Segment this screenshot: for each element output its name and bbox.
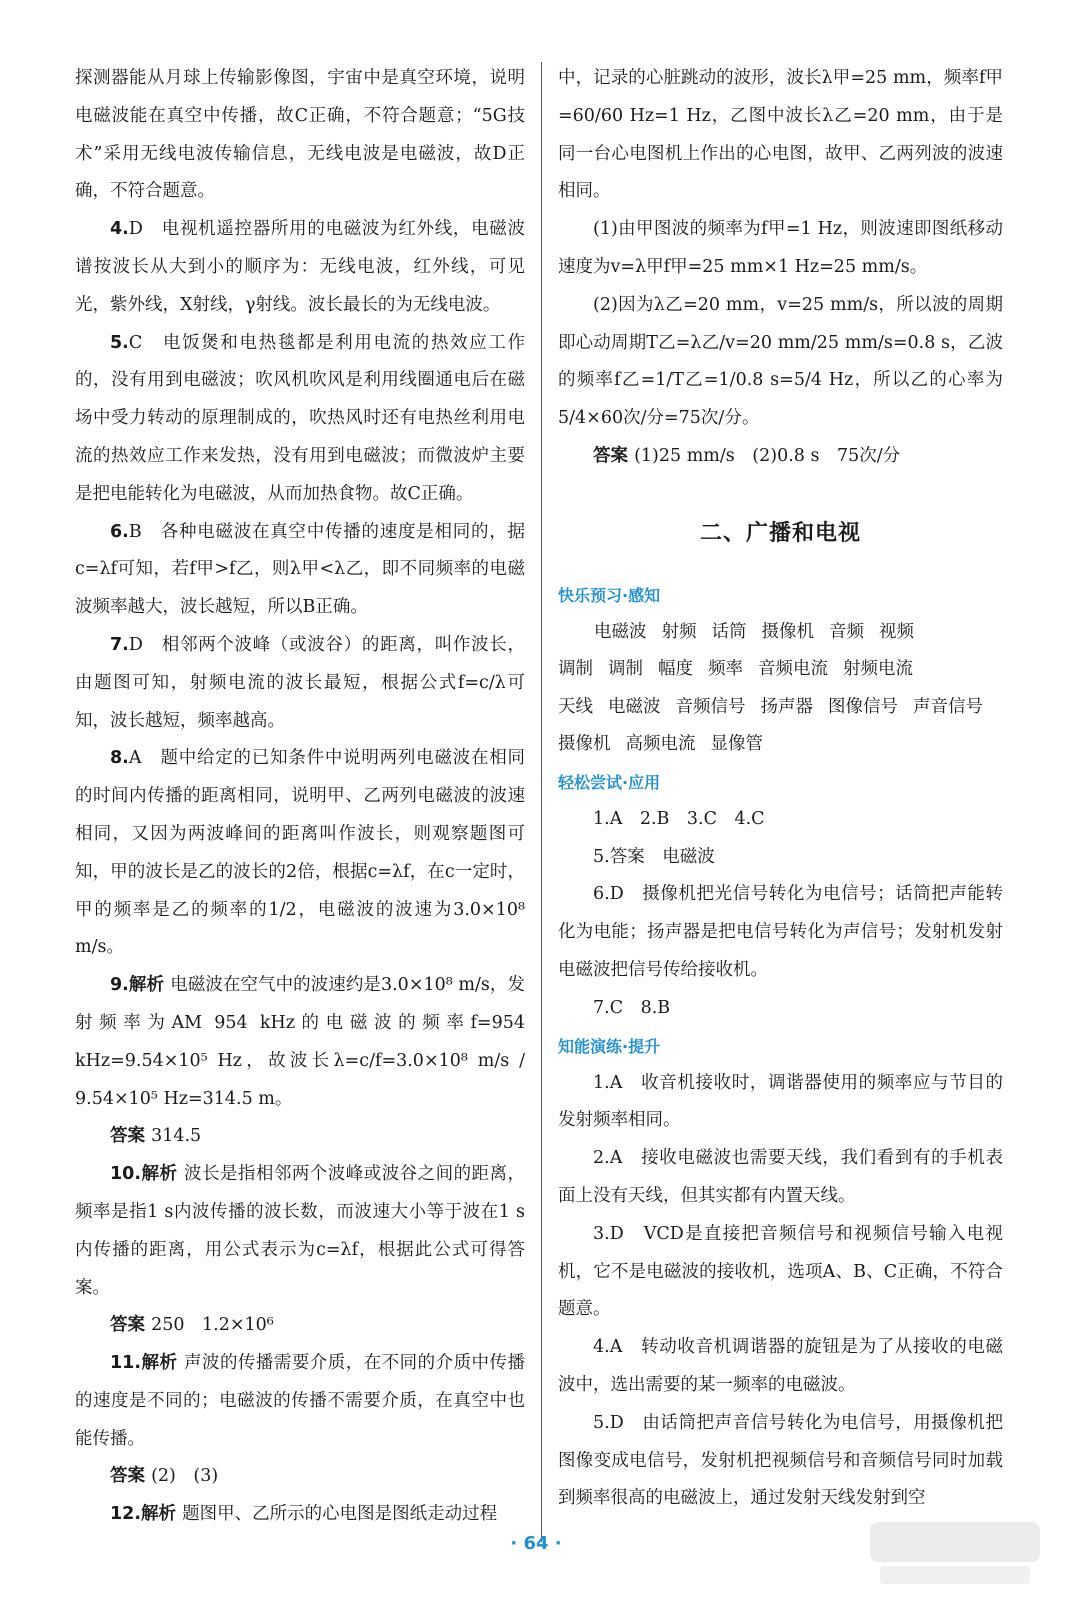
- preview-term: 声音信号: [913, 696, 983, 717]
- try-paragraph: [558, 990, 1003, 1028]
- paragraph-text: 6.D 摄像机把光信号转化为电信号；话筒把声能转化为电能；扬声器是把电信号转化为声信号；发射机发射电磁波把信号传给接收机。: [558, 884, 1003, 980]
- preview-term: 调制: [608, 659, 643, 680]
- paragraph-text: 中，记录的心脏跳动的波形，波长λ甲=25 mm，频率f甲=60/60 Hz=1 Hz，乙图中波长λ乙=20 mm，由于是同一台心电图机上作出的心电图，故甲、乙两列波的波速相同。: [558, 68, 1003, 202]
- question-number: 7.: [110, 634, 129, 655]
- right-top-paragraphs: [558, 60, 1003, 476]
- try-heading: 轻松尝试·应用: [558, 772, 661, 792]
- practice-paragraph: [558, 1329, 1003, 1405]
- answer-tag: 解析: [141, 1353, 184, 1374]
- left-paragraph: [75, 1496, 525, 1534]
- left-paragraph: [75, 1307, 525, 1345]
- preview-term: 摄像机: [558, 734, 611, 755]
- paragraph-text: D 电视机遥控器所用的电磁波为红外线，电磁波谱按波长从大到小的顺序为：无线电波，红外线，可见光，紫外线，X射线，γ射线。波长最长的为无线电波。: [75, 219, 525, 315]
- answer-tag: 答案: [110, 1466, 152, 1487]
- question-number: 10.: [110, 1164, 142, 1185]
- paragraph-text: 4.A 转动收音机调谐器的旋钮是为了从接收的电磁波中，选出需要的某一频率的电磁波。: [558, 1337, 1003, 1395]
- try-items: [558, 801, 1003, 1028]
- practice-paragraph: [558, 1065, 1003, 1141]
- left-paragraph: [75, 1345, 525, 1458]
- try-paragraph: [558, 876, 1003, 989]
- preview-row: [558, 614, 1003, 652]
- answer-tag: 答案: [110, 1315, 152, 1336]
- preview-term: 图像信号: [828, 696, 898, 717]
- left-paragraph: [75, 211, 525, 324]
- preview-term: 话筒: [711, 621, 747, 642]
- left-paragraph: [75, 1156, 525, 1307]
- paragraph-text: 1.A 收音机接收时，调谐器使用的频率应与节目的发射频率相同。: [558, 1072, 1003, 1131]
- paragraph-text: (2) (3): [151, 1466, 219, 1487]
- practice-items: [558, 1065, 1003, 1519]
- preview-row: [558, 651, 1003, 689]
- question-number: 8.: [110, 748, 129, 769]
- answer-tag: 答案: [110, 1126, 152, 1147]
- preview-term: 射频: [661, 621, 697, 642]
- paragraph-text: 2.A 接收电磁波也需要天线，我们看到有的手机表面上没有天线，但其实都有内置天线。: [558, 1148, 1003, 1206]
- preview-row: [558, 726, 1003, 764]
- paragraph-text: 1.A 2.B 3.C 4.C: [593, 808, 765, 829]
- paragraph-text: 314.5: [151, 1126, 202, 1147]
- left-paragraph: [75, 740, 525, 967]
- question-number: 11.: [110, 1353, 142, 1374]
- right-paragraph: [558, 438, 1003, 476]
- question-number: 6.: [110, 521, 129, 542]
- question-number: 9.: [110, 975, 129, 996]
- paragraph-text: 探测器能从月球上传输影像图，宇宙中是真空环境，说明电磁波能在真空中传播，故C正确，不符合题意；“5G技术”采用无线电波传输信息，无线电波是电磁波，故D正确，不符合题意。: [75, 68, 525, 202]
- paragraph-text: 250 1.2×10⁶: [151, 1315, 274, 1336]
- paragraph-text: (1)25 mm/s (2)0.8 s 75次/分: [634, 445, 901, 466]
- preview-term: 天线: [558, 696, 593, 717]
- left-paragraph: [75, 627, 525, 740]
- watermark-logo: [860, 1518, 1050, 1588]
- preview-term: 音频: [829, 621, 864, 642]
- answer-tag: 解析: [141, 1164, 184, 1185]
- paragraph-text: D 相邻两个波峰（或波谷）的距离，叫作波长，由题图可知，射频电流的波长最短，根据公式f=c/λ可知，波长越短，频率越高。: [75, 634, 525, 731]
- preview-row: [558, 689, 1003, 727]
- paragraph-text: 声波的传播需要介质，在不同的介质中传播的速度是不同的；电磁波的传播不需要介质，在真空中也能传播。: [75, 1353, 525, 1449]
- preview-term: 音频电流: [758, 659, 828, 680]
- left-column: [75, 60, 525, 1534]
- page-number: · 64 ·: [510, 1533, 562, 1554]
- paragraph-text: A 题中给定的已知条件中说明两列电磁波在相同的时间内传播的距离相同，说明甲、乙两列电磁波的波速相同，又因为两波峰间的距离叫作波长，则观察题图可知，甲的波长是乙的波长的2倍，根据c=λf，在c一定时，甲的频率是乙的频率的1/2，电磁波的波速为3.0×10⁸ m/s。: [75, 748, 525, 958]
- try-paragraph: [558, 839, 1003, 877]
- paragraph-text: C 电饭煲和电热毯都是利用电流的热效应工作的，没有用到电磁波；吹风机吹风是利用线圈通电后在磁场中受力转动的原理制成的，吹热风时还有电热丝利用电流的热效应工作来发热，没有用到电磁波；而微波炉主要是把电能转化为电磁波，从而加热食物。故C正确。: [75, 332, 525, 504]
- left-paragraph: [75, 967, 525, 1118]
- practice-paragraph: [558, 1405, 1003, 1518]
- paragraph-text: (1)由甲图波的频率为f甲=1 Hz，则波速即图纸移动速度为v=λ甲f甲=25 mm×1 Hz=25 mm/s。: [558, 219, 1003, 277]
- left-paragraph: [75, 60, 525, 211]
- preview-term: 调制: [558, 659, 593, 680]
- preview-heading: 快乐预习·感知: [558, 585, 661, 605]
- preview-term: 扬声器: [760, 696, 813, 717]
- preview-terms: [558, 614, 1003, 764]
- preview-term: 频率: [708, 659, 743, 680]
- practice-heading: 知能演练·提升: [558, 1036, 661, 1056]
- preview-term: 电磁波: [594, 621, 647, 642]
- preview-term: 电磁波: [608, 696, 661, 717]
- right-paragraph: [558, 211, 1003, 287]
- paragraph-text: 5.答案 电磁波: [593, 846, 715, 867]
- practice-paragraph: [558, 1140, 1003, 1216]
- preview-term: 射频电流: [843, 659, 913, 680]
- left-paragraph: [75, 1118, 525, 1156]
- paragraph-text: (2)因为λ乙=20 mm，v=25 mm/s，所以波的周期即心动周期T乙=λ乙/v=20 mm/25 mm/s=0.8 s，乙波的频率f乙=1/T乙=1/0.8 s=5/4 Hz，所以乙的心率为5/4×60次/分=75次/分。: [558, 294, 1003, 429]
- preview-term: 显像管: [710, 734, 763, 755]
- try-paragraph: [558, 801, 1003, 839]
- left-paragraph: [75, 514, 525, 627]
- paragraph-text: 题图甲、乙所示的心电图是图纸走动过程: [182, 1504, 498, 1525]
- answer-tag: 答案: [593, 445, 635, 466]
- paragraph-text: 7.C 8.B: [593, 997, 671, 1018]
- column-divider: [541, 62, 542, 1542]
- paragraph-text: B 各种电磁波在真空中传播的速度是相同的，据c=λf可知，若f甲>f乙，则λ甲<λ乙，即不同频率的电磁波频率越大，波长越短，所以B正确。: [75, 521, 525, 618]
- preview-term: 高频电流: [625, 734, 696, 755]
- paragraph-text: 3.D VCD是直接把音频信号和视频信号输入电视机，它不是电磁波的接收机，选项A、B、C正确，不符合题意。: [558, 1223, 1003, 1320]
- right-column: [558, 60, 1003, 1518]
- question-number: 12.: [110, 1504, 142, 1525]
- question-number: 5.: [110, 332, 129, 353]
- preview-term: 幅度: [658, 659, 693, 680]
- right-paragraph: [558, 287, 1003, 438]
- question-number: 4.: [110, 219, 129, 240]
- left-paragraph: [75, 325, 525, 514]
- paragraph-text: 电磁波在空气中的波速约是3.0×10⁸ m/s，发射频率为AM 954 kHz的电磁波的频率f=954 kHz=9.54×10⁵ Hz，故波长λ=c/f=3.0×10⁸ m/s / 9.54×10⁵ Hz=314.5 m。: [75, 975, 525, 1109]
- left-paragraph: [75, 1458, 525, 1496]
- practice-paragraph: [558, 1216, 1003, 1329]
- preview-term: 音频信号: [675, 696, 746, 717]
- right-paragraph: [558, 60, 1003, 211]
- answer-tag: 解析: [141, 1504, 183, 1525]
- paragraph-text: 5.D 由话筒把声音信号转化为电信号，用摄像机把图像变成电信号，发射机把视频信号和音频信号同时加载到频率很高的电磁波上，通过发射天线发射到空: [558, 1412, 1003, 1509]
- section-title: 二、广播和电视: [699, 520, 861, 546]
- preview-term: 摄像机: [761, 621, 814, 642]
- preview-term: 视频: [879, 621, 914, 642]
- answer-tag: 解析: [128, 975, 171, 996]
- paragraph-text: 波长是指相邻两个波峰或波谷之间的距离，频率是指1 s内波传播的波长数，而波速大小等于波在1 s内传播的距离，用公式表示为c=λf，根据此公式可得答案。: [75, 1164, 525, 1298]
